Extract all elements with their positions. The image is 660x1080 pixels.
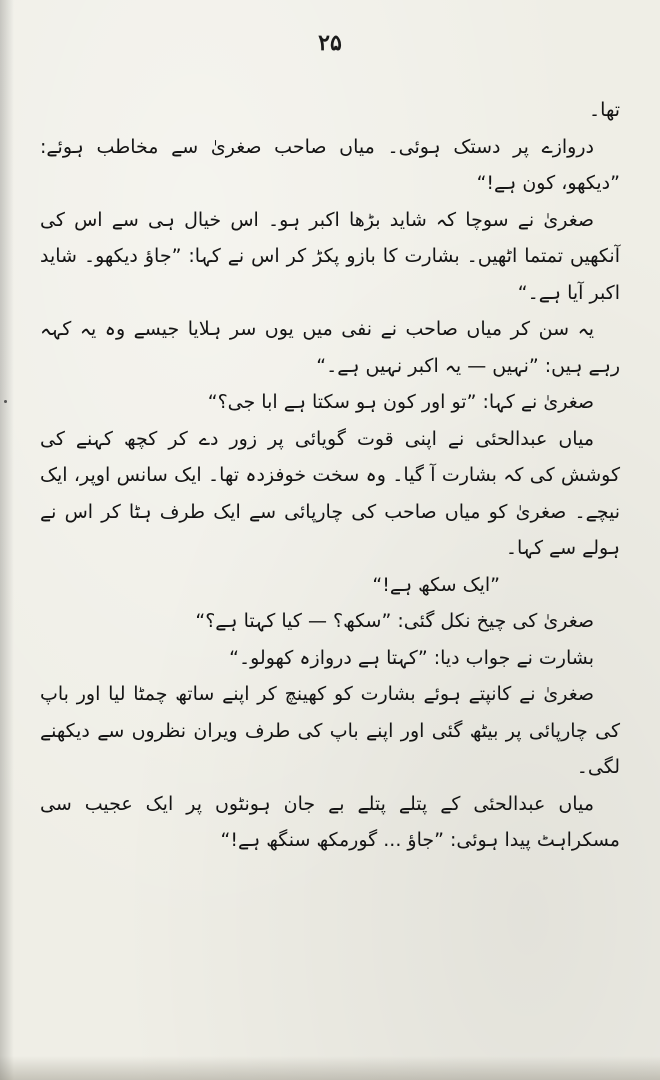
paragraph: صغریٰ نے کہا: ”تو اور کون ہو سکتا ہے ابا جی؟“ <box>207 391 594 413</box>
ink-speck <box>4 400 7 403</box>
paragraph: بشارت نے جواب دیا: ”کہتا ہے دروازہ کھولو۔“ <box>229 646 594 669</box>
paragraph: تھا۔ <box>589 99 620 121</box>
paragraph: صغریٰ کی چیخ نکل گئی: ”سکھ؟ — کیا کہتا ہے؟“ <box>195 610 594 632</box>
paragraph: دروازے پر دستک ہوئی۔ میاں صاحب صغریٰ سے مخاطب ہوئے: ”دیکھو، کون ہے!“ <box>40 135 620 194</box>
dialogue-line: ”ایک سکھ ہے!“ <box>372 573 500 596</box>
paragraph: صغریٰ نے کانپتے ہوئے بشارت کو کھینچ کر اپنے ساتھ چمٹا لیا اور باپ کی چارپائی پر بیٹھ گئی اور اپنے باپ کی طرف ویران نظروں سے دیکھنے لگی۔ <box>40 683 620 778</box>
paragraph: یہ سن کر میاں صاحب نے نفی میں یوں سر ہلایا جیسے وہ یہ کہہ رہے ہیں: ”نہیں — یہ اکبر نہیں ہے۔“ <box>40 318 620 377</box>
paragraph: صغریٰ نے سوچا کہ شاید بڑھا اکبر ہو۔ اس خیال ہی سے اس کی آنکھیں تمتما اٹھیں۔ بشارت کا بازو پکڑ کر اس نے کہا: ”جاؤ دیکھو۔ شاید اکبر آیا ہے۔“ <box>40 208 620 304</box>
page-edge-shadow <box>0 1056 660 1080</box>
paragraph: میاں عبدالحئی نے اپنی قوت گویائی پر زور دے کر کچھ کہنے کی کوشش کی کہ بشارت آ گیا۔ وہ سخت خوفزدہ تھا۔ ایک سانس اوپر، ایک نیچے۔ صغریٰ کو میاں صاحب کی چارپائی سے ایک طرف ہٹا کر اس نے ہولے سے کہا۔ <box>40 427 620 559</box>
paragraph: میاں عبدالحئی کے پتلے پتلے بے جان ہونٹوں پر ایک عجیب سی مسکراہٹ پیدا ہوئی: ”جاؤ ... گورمکھ سنگھ ہے!“ <box>40 792 620 851</box>
page-body-text <box>40 92 620 859</box>
binding-shadow <box>0 0 14 1080</box>
page-number: ۲۵ <box>318 30 342 56</box>
